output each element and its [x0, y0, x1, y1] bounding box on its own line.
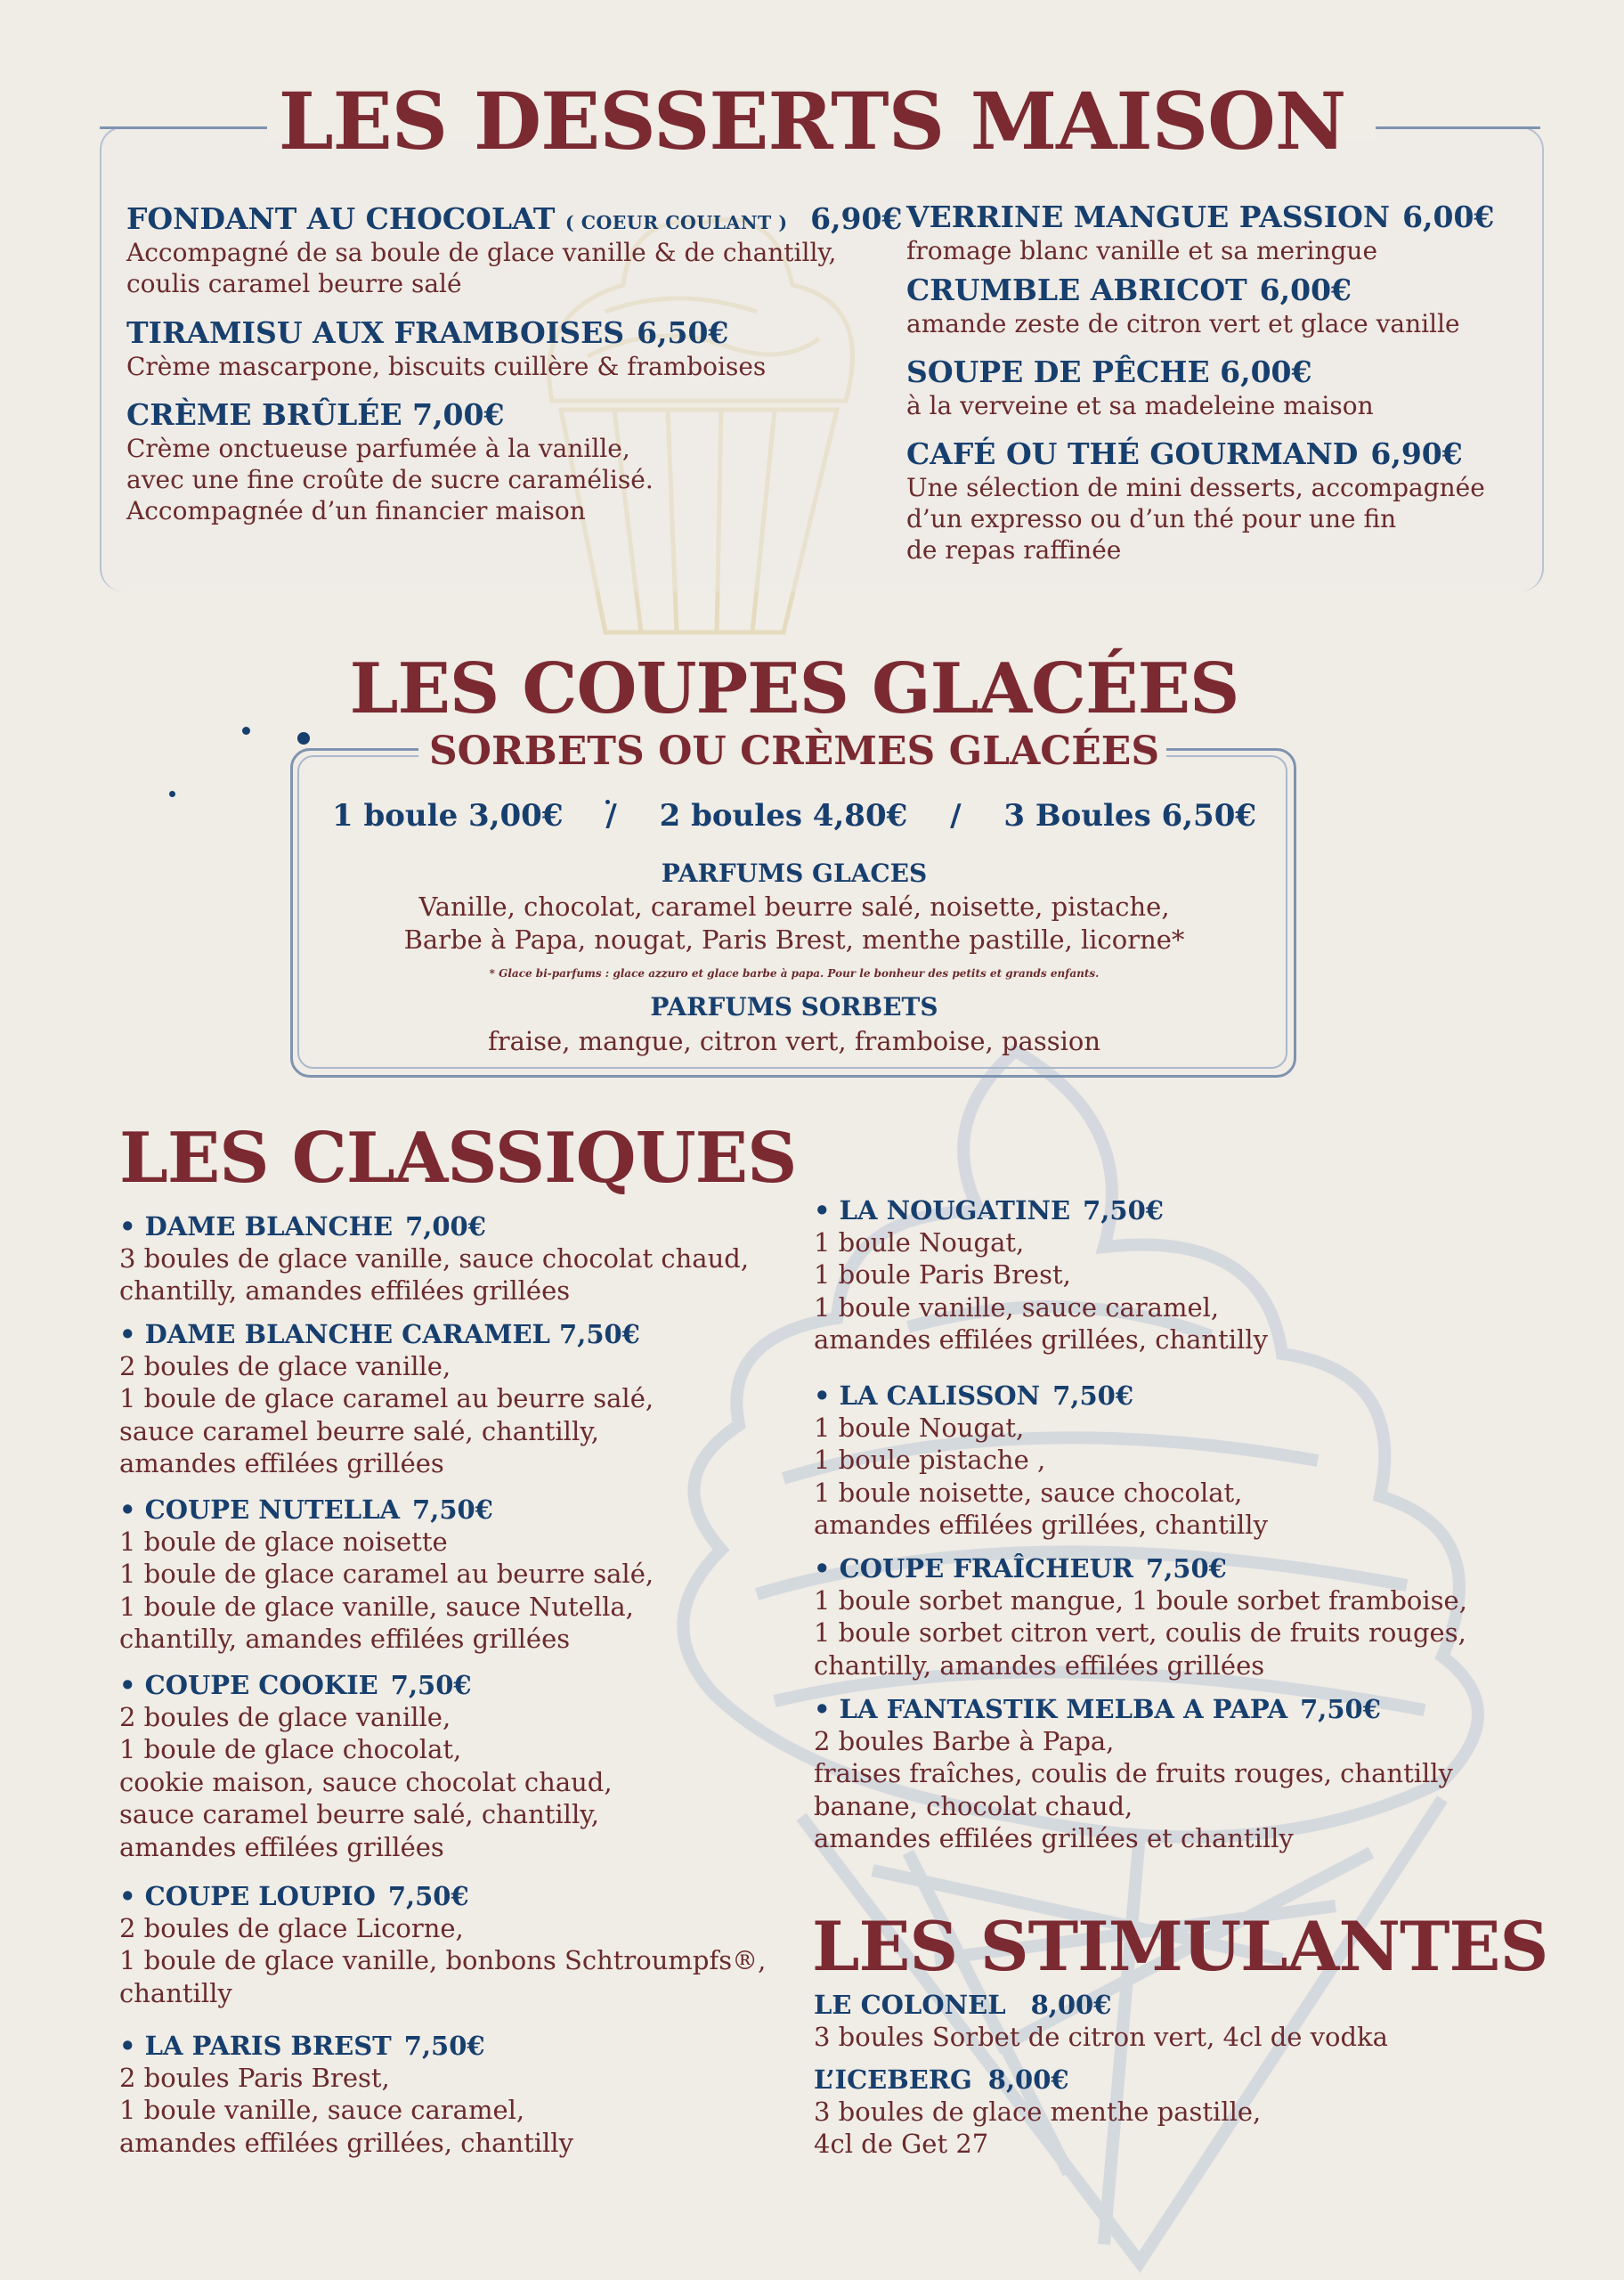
stimulante-iceberg [814, 2064, 1261, 2161]
classique-coupe-nutella [119, 1494, 654, 1656]
dessert-price: 6,90€ [1370, 436, 1463, 471]
parfums-sorbets-heading: PARFUMS SORBETS [650, 992, 938, 1022]
dessert-desc: Crème onctueuse parfumée à la vanille, avec une fine croûte de sucre caramélisé. Accompagnée d’un financier maison [126, 433, 654, 526]
dessert-price: 6,50€ [637, 315, 729, 350]
classique-dame-blanche-caramel [119, 1319, 654, 1480]
item-name: • LA PARIS BREST [119, 2031, 392, 2061]
item-name: • LA NOUGATINE [814, 1195, 1071, 1226]
coupes-subtitle: SORBETS OU CRÈMES GLACÉES [428, 729, 1160, 774]
item-desc: 2 boules Paris Brest, 1 boule vanille, sauce caramel, amandes effilées grillées, chantilly [119, 2062, 573, 2158]
coupes-prices [0, 798, 1588, 835]
dessert-desc: Crème mascarpone, biscuits cuillère & framboises [126, 351, 767, 381]
item-name: • DAME BLANCHE CARAMEL 7,50€ [119, 1319, 640, 1349]
classique-calisson [814, 1380, 1268, 1542]
dessert-note: ( COEUR COULANT ) [564, 212, 788, 233]
dessert-name: VERRINE MANGUE PASSION [906, 200, 1391, 234]
classique-coupe-cookie [119, 1670, 613, 1863]
dessert-price: 6,90€ [810, 201, 903, 236]
item-desc: 2 boules de glace vanille, 1 boule de glace caramel au beurre salé, sauce caramel beurre salé, chantilly, amandes effilées grillées [119, 1350, 654, 1479]
classique-fantastik-melba [814, 1694, 1453, 1855]
dessert-desc: Accompagné de sa boule de glace vanille & de chantilly, coulis caramel beurre salé [126, 237, 837, 298]
item-name: • LA CALISSON [814, 1380, 1041, 1411]
dessert-name: FONDANT AU CHOCOLAT [126, 201, 556, 236]
dessert-desc: fromage blanc vanille et sa meringue [906, 235, 1378, 265]
dessert-cafe-gourmand [906, 436, 1485, 566]
parfums-sorbets-list: fraise, mangue, citron vert, framboise, passion [487, 1026, 1101, 1056]
classique-nougatine [814, 1195, 1268, 1356]
item-price: 7,50€ [1146, 1553, 1227, 1584]
dessert-crumble [906, 273, 1460, 339]
dessert-tiramisu [126, 315, 766, 382]
item-price: 8,00€ [987, 2064, 1069, 2095]
price-separator: / [605, 798, 617, 834]
item-desc: 2 boules de glace Licorne, 1 boule de glace vanille, bonbons Schtroumpfs®, chantilly [119, 1912, 767, 2008]
item-desc: 3 boules de glace vanille, sauce chocolat chaud, chantilly, amandes effilées grillées [119, 1242, 750, 1307]
price-3-boules: 3 Boules 6,50€ [1003, 798, 1257, 834]
item-name: LE COLONEL [814, 1990, 1006, 2020]
dessert-desc: Une sélection de mini desserts, accompagnée d’un expresso ou d’un thé pour une fin de repas raffinée [906, 472, 1485, 566]
item-price: 8,00€ [1030, 1990, 1112, 2020]
item-desc: 3 boules de glace menthe pastille, 4cl de Get 27 [814, 2096, 1262, 2160]
dessert-price: 6,00€ [1402, 200, 1495, 234]
item-price: 7,00€ [405, 1211, 486, 1242]
classique-paris-brest [119, 2031, 573, 2159]
item-price: 7,50€ [412, 1494, 493, 1525]
item-desc: 1 boule de glace noisette 1 boule de glace caramel au beurre salé, 1 boule de glace vanille, sauce Nutella, chantilly, amandes effilées grillées [119, 1526, 654, 1655]
dessert-desc: amande zeste de citron vert et glace vanille [906, 308, 1460, 338]
desserts-title: LES DESSERTS MAISON [278, 75, 1346, 167]
classique-dame-blanche [119, 1211, 749, 1307]
item-name: • COUPE FRAÎCHEUR [814, 1553, 1134, 1584]
price-2-boules: 2 boules 4,80€ [659, 798, 908, 834]
dessert-verrine [906, 200, 1494, 266]
dessert-name: SOUPE DE PÊCHE 6,00€ [906, 354, 1312, 389]
dot-decoration [169, 791, 175, 797]
item-name: • COUPE COOKIE [119, 1670, 378, 1700]
dessert-fondant [126, 201, 902, 299]
dessert-name: CRUMBLE ABRICOT [906, 273, 1247, 307]
price-1-boule: 1 boule 3,00€ [331, 798, 564, 834]
stimulantes-title: LES STIMULANTES [812, 1907, 1548, 1986]
classique-coupe-fraicheur [814, 1553, 1467, 1682]
item-name: • COUPE LOUPIO [119, 1881, 376, 1911]
item-desc: 2 boules Barbe à Papa, fraises fraîches, coulis de fruits rouges, chantilly banane, chocolat chaud, amandes effilées grillées et chantilly [814, 1725, 1453, 1854]
dessert-soupe-peche [906, 354, 1374, 421]
item-price: 7,50€ [403, 2031, 485, 2061]
parfums-glaces-heading: PARFUMS GLACES [661, 859, 928, 888]
classiques-title: LES CLASSIQUES [119, 1118, 797, 1199]
dessert-desc: à la verveine et sa madeleine maison [906, 390, 1374, 420]
dessert-creme-brulee [126, 397, 654, 526]
item-price: 7,50€ [1300, 1694, 1381, 1724]
coupes-title: LES COUPES GLACÉES [349, 648, 1239, 729]
item-desc: 3 boules Sorbet de citron vert, 4cl de vodka [814, 2021, 1388, 2052]
item-price: 7,50€ [390, 1670, 472, 1700]
item-price: 7,50€ [1052, 1380, 1133, 1411]
item-desc: 1 boule Nougat, 1 boule Paris Brest, 1 boule vanille, sauce caramel, amandes effilées grillées, chantilly [814, 1226, 1268, 1356]
item-desc: 1 boule sorbet mangue, 1 boule sorbet framboise, 1 boule sorbet citron vert, coulis de fruits rouges, chantilly, amandes effilées grillées [814, 1584, 1467, 1681]
parfums-footnote: * Glace bi-parfums : glace azzuro et glace barbe à papa. Pour le bonheur des petits et grands enfants. [489, 967, 1100, 980]
item-name: • COUPE NUTELLA [119, 1494, 401, 1525]
price-separator: / [950, 798, 962, 834]
item-desc: 1 boule Nougat, 1 boule pistache , 1 boule noisette, sauce chocolat, amandes effilées grillées, chantilly [814, 1412, 1268, 1541]
item-desc: 2 boules de glace vanille, 1 boule de glace chocolat, cookie maison, sauce chocolat chaud, sauce caramel beurre salé, chantilly, amandes effilées grillées [119, 1701, 613, 1862]
classique-coupe-loupio [119, 1881, 766, 2009]
dessert-price: 6,00€ [1259, 273, 1352, 307]
item-price: 7,50€ [387, 1881, 469, 1911]
item-price: 7,50€ [1083, 1195, 1164, 1226]
dessert-name: CAFÉ OU THÉ GOURMAND [906, 436, 1359, 471]
stimulante-colonel [814, 1990, 1388, 2053]
item-name: • DAME BLANCHE [119, 1211, 394, 1242]
dessert-name: CRÈME BRÛLÉE 7,00€ [126, 397, 505, 432]
item-name: • LA FANTASTIK MELBA A PAPA [814, 1694, 1288, 1724]
dessert-name: TIRAMISU AUX FRAMBOISES [126, 315, 625, 350]
item-name: L’ICEBERG [814, 2064, 972, 2095]
parfums-glaces-list: Vanille, chocolat, caramel beurre salé, noisette, pistache, Barbe à Papa, nougat, Paris Brest, menthe pastille, licorne* [403, 892, 1185, 955]
